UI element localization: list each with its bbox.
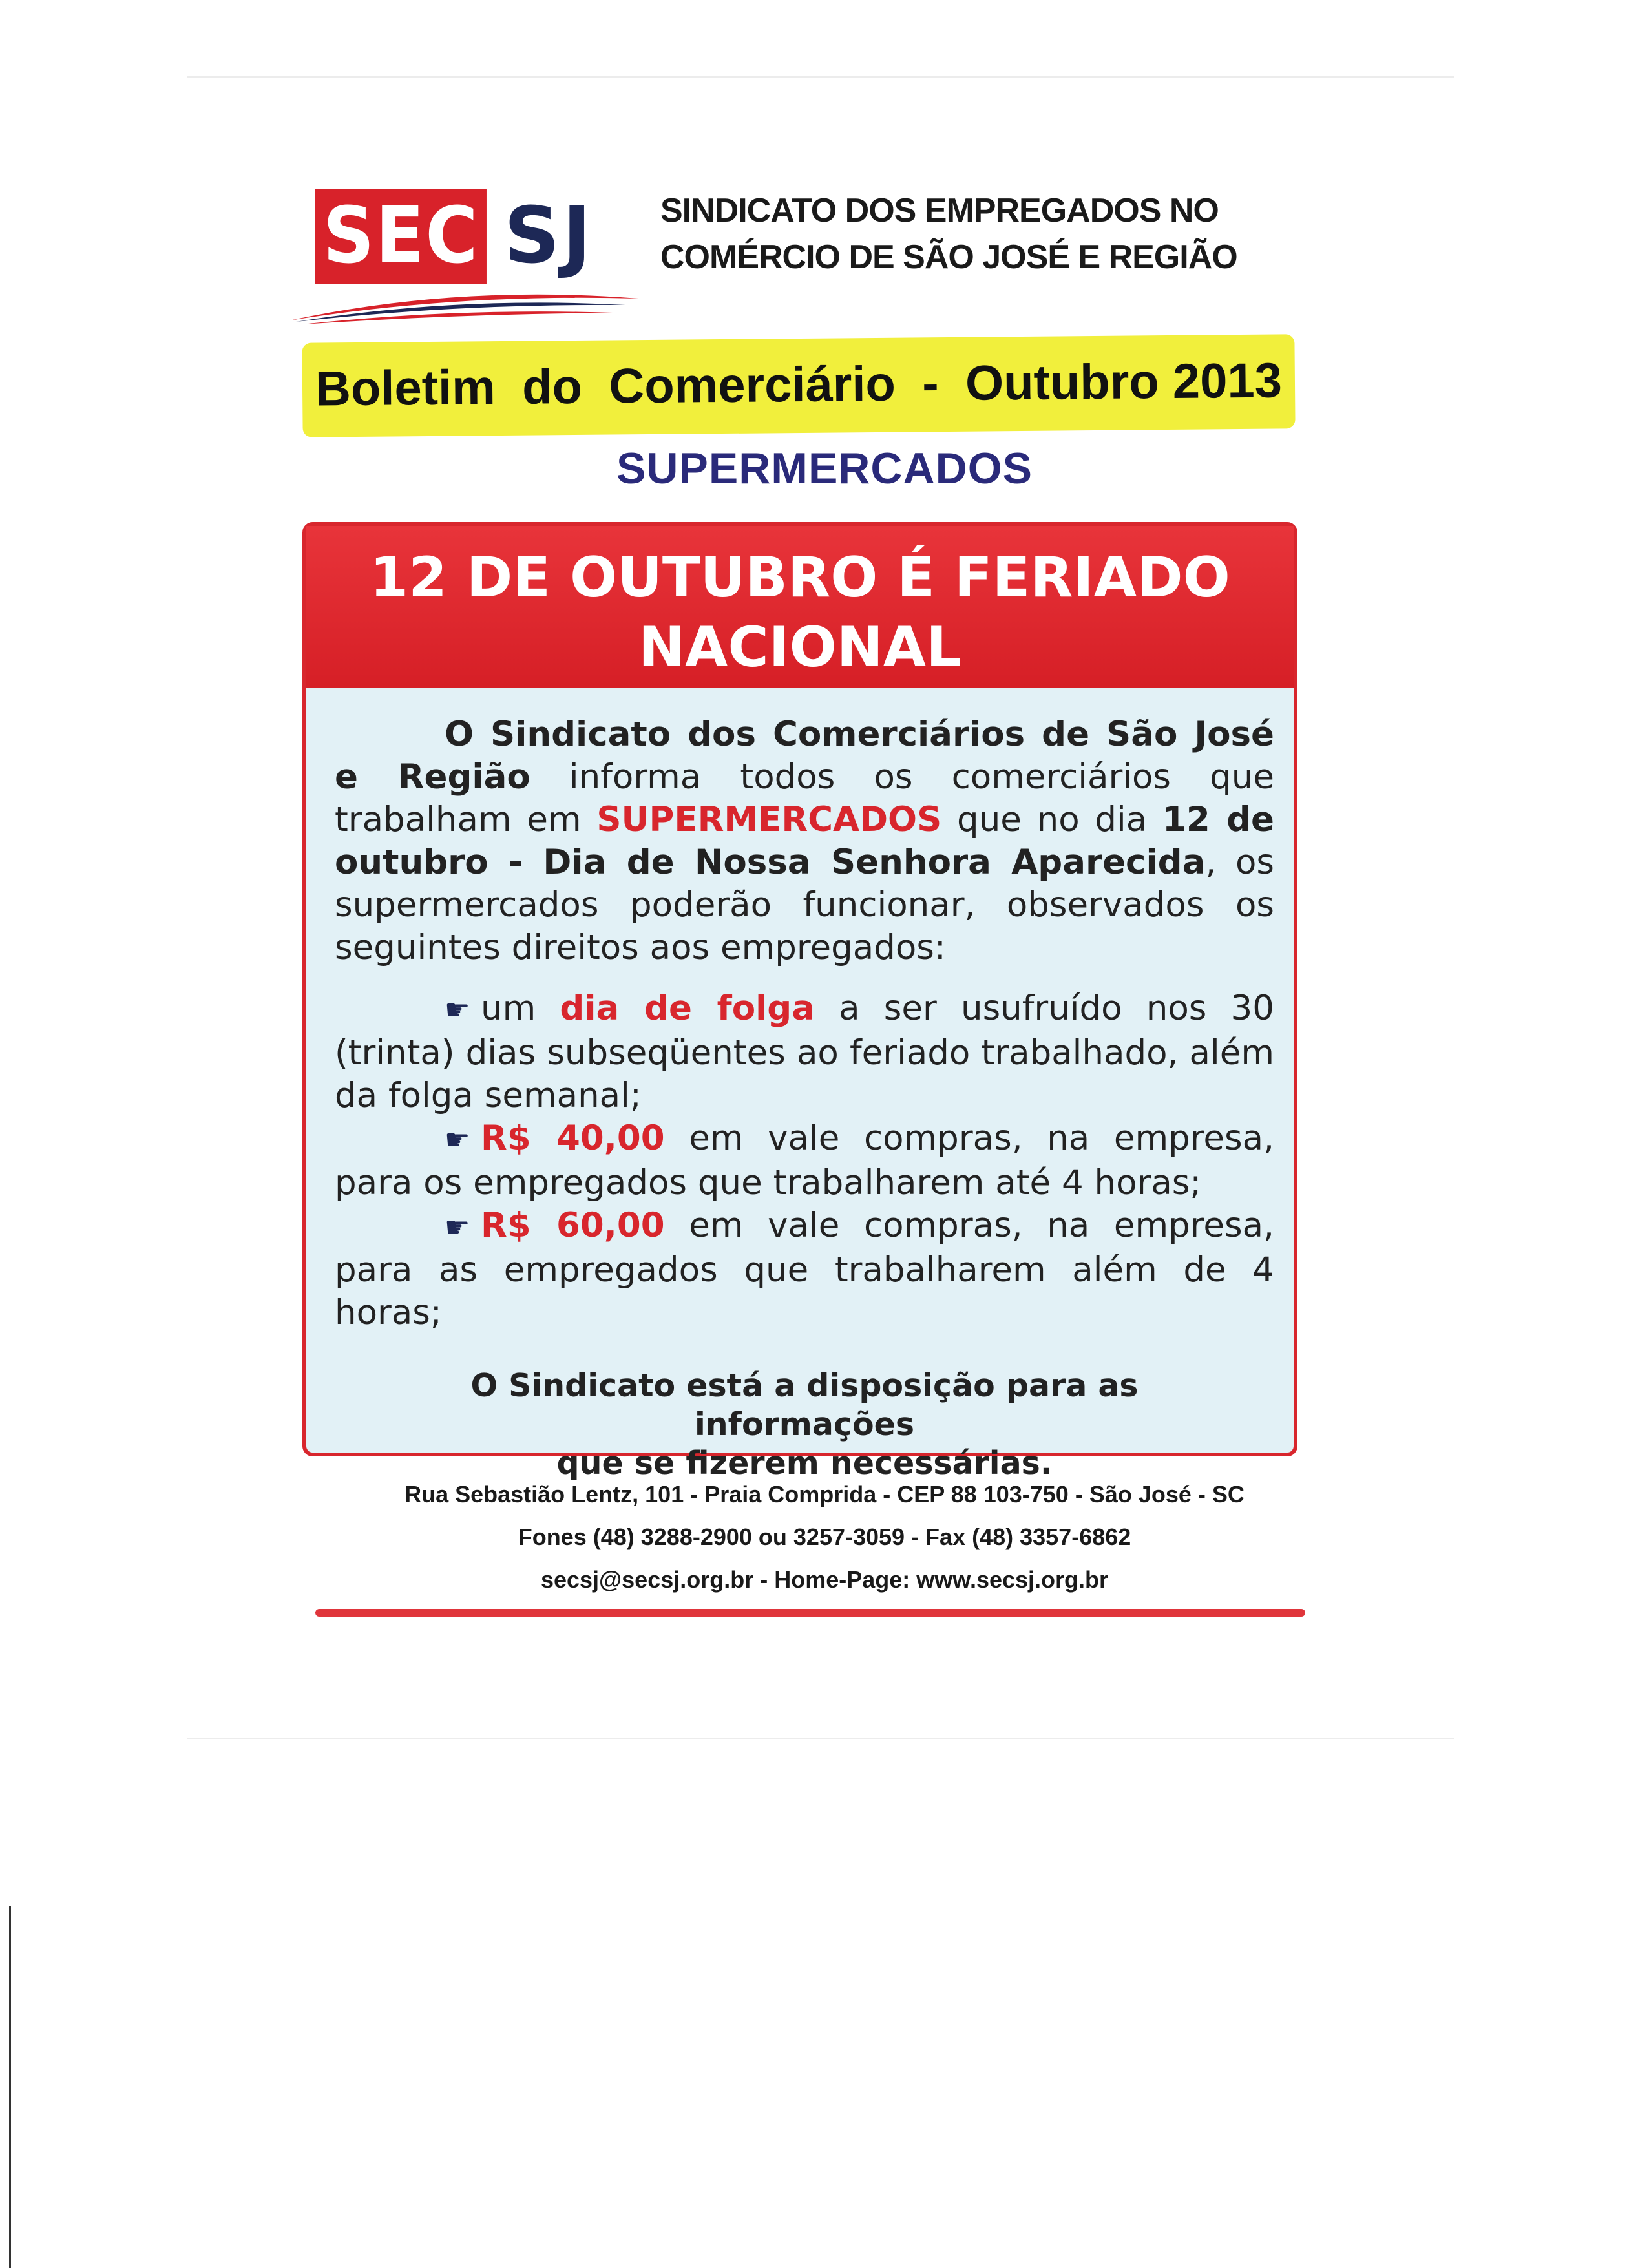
pointing-hand-icon: ☛ bbox=[445, 1211, 470, 1244]
notice-title bbox=[306, 543, 1294, 682]
notice-title-line-1: 12 DE OUTUBRO É FERIADO bbox=[370, 545, 1230, 610]
list-item bbox=[335, 987, 1274, 1117]
intro-paragraph bbox=[335, 713, 1274, 969]
bulletin-date: Outubro 2013 bbox=[965, 353, 1283, 411]
item-before: um bbox=[481, 989, 560, 1028]
notice-header bbox=[306, 526, 1294, 688]
logo-sj-text: SJ bbox=[504, 191, 594, 281]
list-item bbox=[335, 1204, 1274, 1334]
item-highlight: R$ 60,00 bbox=[481, 1206, 665, 1245]
bulletin-banner bbox=[302, 334, 1295, 437]
scan-left-edge bbox=[9, 1906, 11, 2268]
closing-text bbox=[335, 1367, 1274, 1483]
intro-red: SUPERMERCADOS bbox=[596, 800, 942, 839]
footer-rule bbox=[315, 1609, 1305, 1617]
footer-phones: Fones (48) 3288-2900 ou 3257-3059 - Fax (48) 3357-6862 bbox=[518, 1524, 1131, 1550]
item-after: em vale compras, na empresa, para as empregados que trabalharem além de 4 horas; bbox=[335, 1206, 1274, 1332]
bulletin-word-2: do bbox=[521, 359, 583, 415]
bulletin-word-3: Comerciário bbox=[609, 356, 896, 414]
pointing-hand-icon: ☛ bbox=[445, 994, 470, 1027]
bulletin-dash: - bbox=[921, 356, 939, 412]
intro-bold-2: 12 de outubro - Dia de Nossa Senhora Aparecida bbox=[335, 800, 1274, 882]
footer-contact bbox=[0, 1473, 1649, 1601]
item-highlight: R$ 40,00 bbox=[481, 1118, 665, 1158]
organization-line-2: COMÉRCIO DE SÃO JOSÉ E REGIÃO bbox=[660, 238, 1237, 276]
intro-text: informa todos os comerciários que trabalham em bbox=[335, 757, 1274, 839]
item-highlight: dia de folga bbox=[560, 989, 815, 1028]
list-item bbox=[335, 1117, 1274, 1204]
notice-body bbox=[335, 713, 1274, 1483]
item-after: a ser usufruído nos 30 (trinta) dias subseqüentes ao feriado trabalhado, além da folga semanal; bbox=[335, 989, 1274, 1115]
organization-line-1: SINDICATO DOS EMPREGADOS NO bbox=[660, 192, 1219, 229]
item-after: em vale compras, na empresa, para os empregados que trabalharem até 4 horas; bbox=[335, 1118, 1274, 1202]
pointing-hand-icon: ☛ bbox=[445, 1124, 470, 1157]
footer-address: Rua Sebastião Lentz, 101 - Praia Comprida - CEP 88 103-750 - São José - SC bbox=[404, 1481, 1245, 1507]
logo-sec-text: SEC bbox=[315, 189, 487, 284]
intro-text-2: que no dia bbox=[941, 800, 1162, 839]
intro-text-3: , os supermercados poderão funcionar, observados os seguintes direitos aos empregados: bbox=[335, 843, 1275, 967]
closing-line-2: que se fizerem necessárias. bbox=[556, 1445, 1053, 1482]
scan-bottom-rule bbox=[187, 1738, 1454, 1739]
secsj-logo bbox=[315, 189, 651, 337]
bulletin-word-1: Boletim bbox=[315, 360, 496, 417]
scan-top-rule bbox=[187, 76, 1454, 78]
logo-swoosh-icon bbox=[289, 279, 638, 326]
closing-line-1: O Sindicato está a disposição para as informações bbox=[470, 1367, 1139, 1443]
notice-title-line-2: NACIONAL bbox=[638, 615, 962, 680]
intro-bold: O Sindicato dos Comerciários de São José e Região bbox=[335, 715, 1274, 797]
organization-name bbox=[660, 187, 1307, 280]
section-title: SUPERMERCADOS bbox=[616, 444, 1033, 493]
footer-email-site: secsj@secsj.org.br - Home-Page: www.secsj.org.br bbox=[540, 1566, 1109, 1593]
notice-panel bbox=[302, 522, 1297, 1482]
